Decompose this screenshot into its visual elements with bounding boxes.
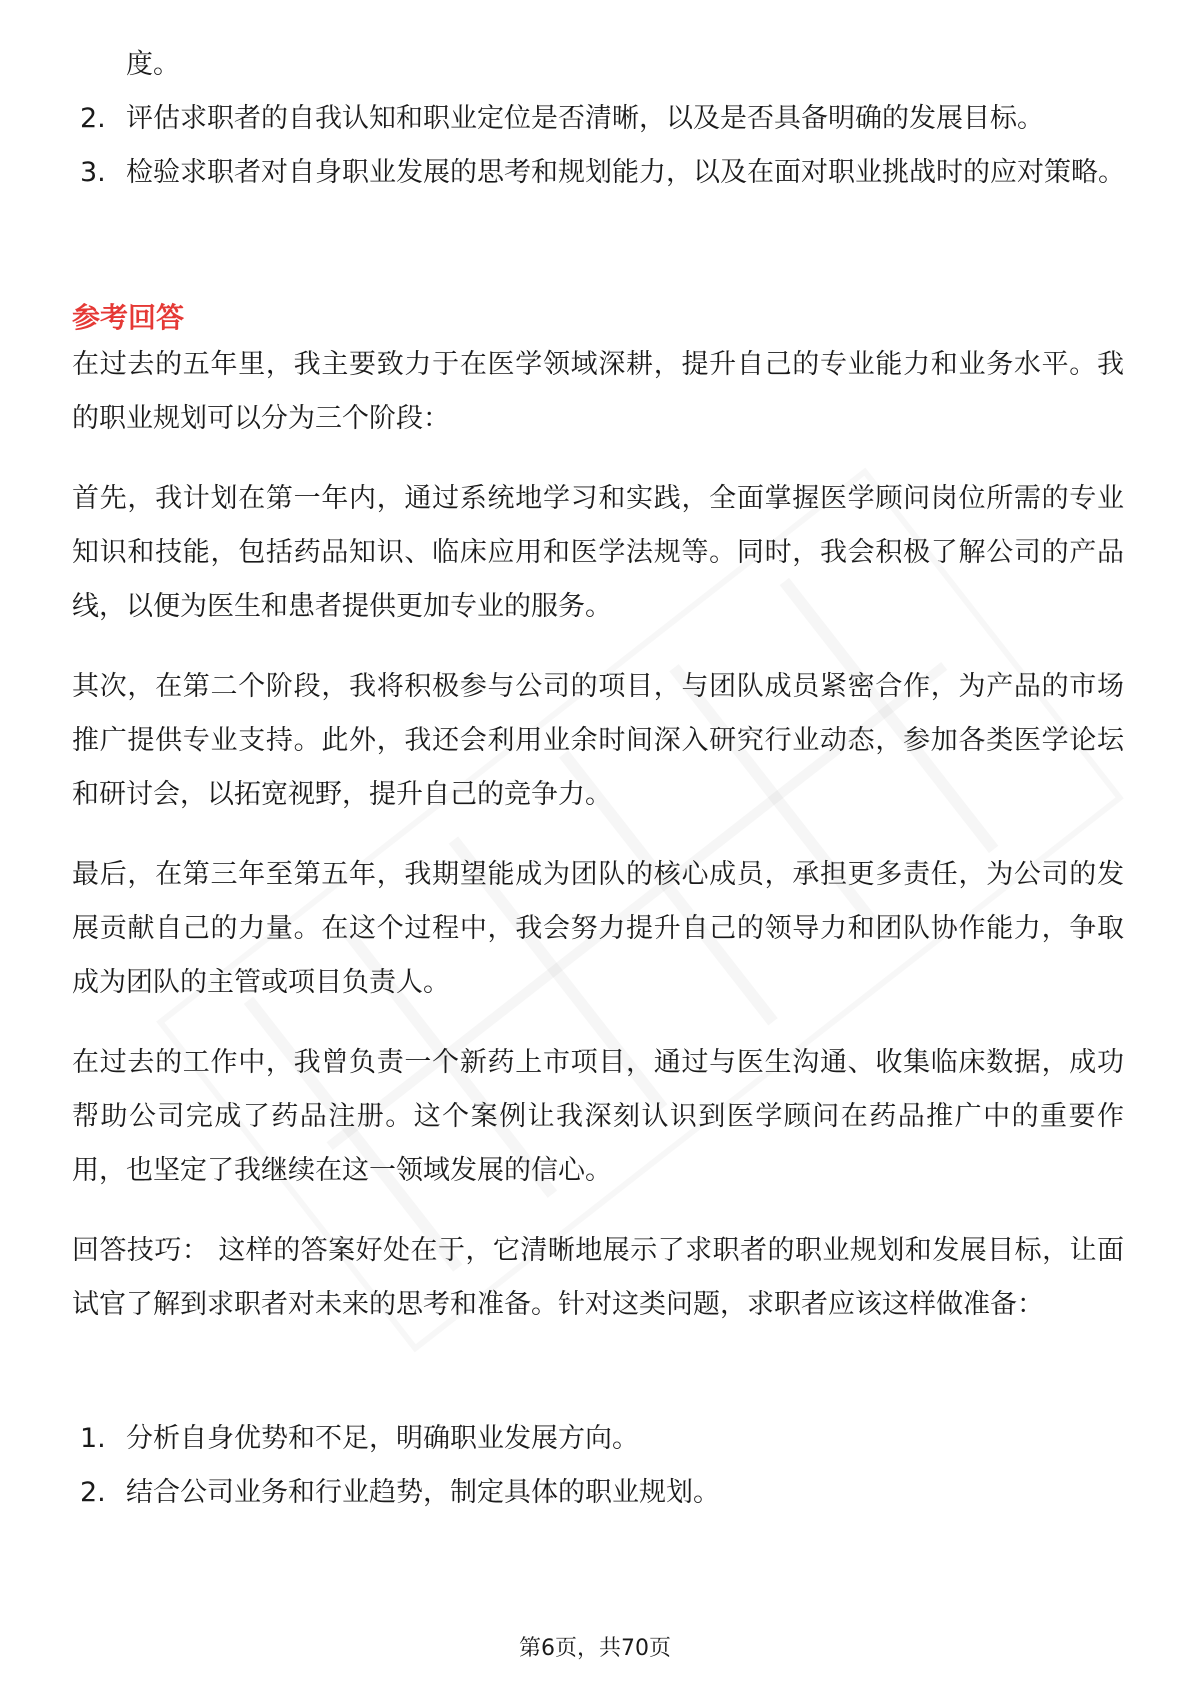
paragraph-case: 在过去的工作中，我曾负责一个新药上市项目，通过与医生沟通、收集临床数据，成功帮助公司完成了药品注册。这个案例让我深刻认识到医学顾问在药品推广中的重要作用，也坚定了我继续在这一领域发展的信心。 xyxy=(72,1047,1124,1186)
paragraph-intro: 在过去的五年里，我主要致力于在医学领域深耕，提升自己的专业能力和业务水平。我的职业规划可以分为三个阶段： xyxy=(72,349,1124,434)
paragraph-stage-two: 其次，在第二个阶段，我将积极参与公司的项目，与团队成员紧密合作，为产品的市场推广提供专业支持。此外，我还会利用业余时间深入研究行业动态，参加各类医学论坛和研讨会，以拓宽视野，提升自己的竞争力。 xyxy=(72,671,1124,810)
paragraph-stage-three: 最后，在第三年至第五年，我期望能成为团队的核心成员，承担更多责任，为公司的发展贡献自己的力量。在这个过程中，我会努力提升自己的领导力和团队协作能力，争取成为团队的主管或项目负责人。 xyxy=(72,859,1124,998)
paragraph-tips: 回答技巧： 这样的答案好处在于，它清晰地展示了求职者的职业规划和发展目标，让面试官了解到求职者对未来的思考和准备。针对这类问题，求职者应该这样做准备： xyxy=(72,1235,1124,1320)
paragraph-stage-one: 首先，我计划在第一年内，通过系统地学习和实践，全面掌握医学顾问岗位所需的专业知识和技能，包括药品知识、临床应用和医学法规等。同时，我会积极了解公司的产品线，以便为医生和患者提供更加专业的服务。 xyxy=(72,483,1124,622)
list-item-text: 检验求职者对自身职业发展的思考和规划能力，以及在面对职业挑战时的应对策略。 xyxy=(126,157,1125,188)
list-item-text: 分析自身优势和不足，明确职业发展方向。 xyxy=(126,1423,639,1454)
list-item-number: 3. xyxy=(80,157,106,188)
list-item-text: 度。 xyxy=(126,49,180,80)
list-item-number: 1. xyxy=(80,1423,106,1454)
list-item-text: 评估求职者的自我认知和职业定位是否清晰，以及是否具备明确的发展目标。 xyxy=(126,103,1044,134)
list-item-text: 结合公司业务和行业趋势，制定具体的职业规划。 xyxy=(126,1477,720,1508)
list-item-number: 2. xyxy=(80,1477,106,1508)
page-footer: 第6页，共70页 xyxy=(519,1636,671,1661)
list-item-number: 2. xyxy=(80,103,106,134)
section-title: 参考回答 xyxy=(72,301,185,334)
